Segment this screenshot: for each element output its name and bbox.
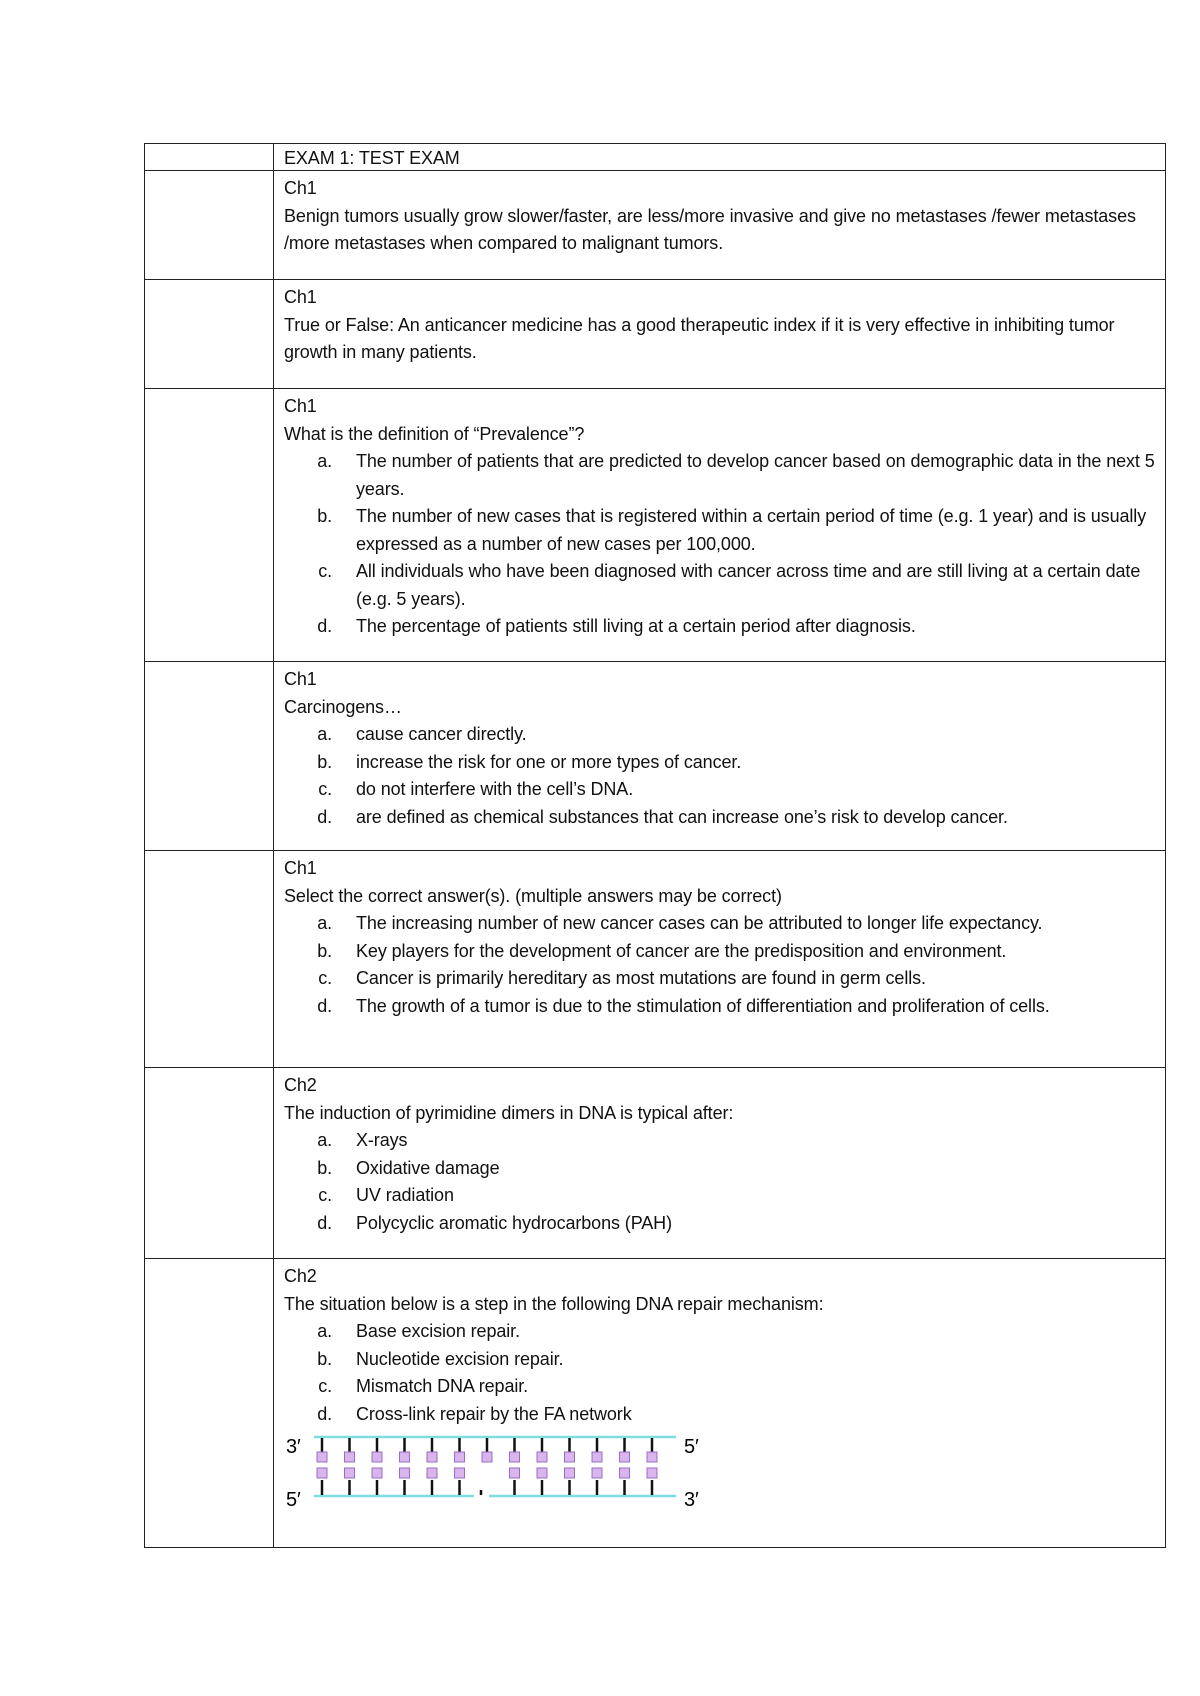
question-number-cell xyxy=(145,851,274,1068)
exam-table xyxy=(144,143,1166,1548)
bottom-base xyxy=(647,1468,657,1478)
option-letter: d. xyxy=(317,1403,332,1424)
option-letter: a. xyxy=(317,724,332,744)
question-6 xyxy=(274,1068,1165,1237)
strand-top-left-label: 3′ xyxy=(286,1436,301,1458)
answer-option xyxy=(284,993,1155,1021)
option-text: Base excision repair. xyxy=(356,1321,520,1341)
header-cell xyxy=(274,144,1166,171)
option-text: do not interfere with the cell’s DNA. xyxy=(356,779,634,799)
answer-options xyxy=(284,1127,1155,1237)
question-number-cell xyxy=(145,1068,274,1259)
bottom-base xyxy=(400,1468,410,1478)
question-text: Benign tumors usually grow slower/faster, are less/more invasive and give no metastases /fewer metastases /more metastases when compared to malignant tumors. xyxy=(284,205,1136,253)
strand-bottom-left-label: 5′ xyxy=(286,1489,301,1511)
answer-option xyxy=(284,776,1155,804)
question-cell xyxy=(274,1259,1166,1548)
bottom-base xyxy=(510,1468,520,1478)
option-letter: d. xyxy=(317,806,332,827)
option-text: The number of new cases that is registered within a certain period of time (e.g. 1 year) and is usually expressed as a number of new cases per 100,000. xyxy=(356,506,1147,554)
question-cell xyxy=(274,1068,1166,1259)
option-letter: c. xyxy=(318,968,332,988)
option-text: All individuals who have been diagnosed with cancer across time and are still living at a certain date (e.g. 5 years). xyxy=(356,561,1141,609)
top-base xyxy=(510,1452,520,1462)
option-letter: a. xyxy=(317,451,332,471)
top-base xyxy=(620,1452,630,1462)
strand-top-right-label: 5′ xyxy=(684,1436,699,1458)
question-number-cell xyxy=(145,1259,274,1548)
question-number-cell xyxy=(145,389,274,662)
option-letter: a. xyxy=(317,1130,332,1150)
option-text: Key players for the development of cancer are the predisposition and environment. xyxy=(356,940,1007,961)
header-left-cell xyxy=(145,144,274,171)
bottom-strand-bases xyxy=(317,1468,657,1495)
top-base xyxy=(427,1452,437,1462)
chapter-label: Ch2 xyxy=(284,1075,317,1095)
option-letter: a. xyxy=(317,913,332,933)
question-row xyxy=(145,171,1166,280)
option-text: UV radiation xyxy=(356,1185,454,1205)
option-letter: d. xyxy=(317,995,332,1016)
answer-option xyxy=(284,1318,1155,1346)
chapter-label: Ch2 xyxy=(284,1266,317,1286)
question-text: Select the correct answer(s). (multiple answers may be correct) xyxy=(284,885,782,906)
answer-option xyxy=(284,910,1155,938)
bottom-base xyxy=(427,1468,437,1478)
question-7 xyxy=(274,1259,1165,1520)
question-row xyxy=(145,851,1166,1068)
bottom-base xyxy=(565,1468,575,1478)
question-4 xyxy=(274,662,1165,831)
answer-options xyxy=(284,910,1155,1020)
question-row xyxy=(145,662,1166,851)
question-cell xyxy=(274,171,1166,280)
option-letter: c. xyxy=(318,1376,332,1396)
answer-option xyxy=(284,613,1155,641)
option-letter: c. xyxy=(318,1185,332,1205)
question-cell xyxy=(274,389,1166,662)
answer-option xyxy=(284,1210,1155,1238)
top-base xyxy=(317,1452,327,1462)
answer-options xyxy=(284,1318,1155,1428)
answer-option xyxy=(284,1127,1155,1155)
top-base xyxy=(482,1452,492,1462)
dna-diagram xyxy=(284,1428,704,1518)
top-base xyxy=(345,1452,355,1462)
option-text: Mismatch DNA repair. xyxy=(356,1376,529,1396)
question-3 xyxy=(274,389,1165,641)
answer-option xyxy=(284,503,1155,558)
option-letter: b. xyxy=(317,751,332,772)
bottom-base xyxy=(620,1468,630,1478)
answer-option xyxy=(284,1155,1155,1183)
option-text: are defined as chemical substances that can increase one’s risk to develop cancer. xyxy=(356,806,1008,827)
answer-option xyxy=(284,1182,1155,1210)
answer-option xyxy=(284,804,1155,832)
question-cell xyxy=(274,280,1166,389)
answer-option xyxy=(284,558,1155,613)
option-text: cause cancer directly. xyxy=(356,724,527,744)
top-base xyxy=(647,1452,657,1462)
bottom-base xyxy=(455,1468,465,1478)
answer-option xyxy=(284,448,1155,503)
question-text: The situation below is a step in the following DNA repair mechanism: xyxy=(284,1293,824,1314)
question-5 xyxy=(274,851,1165,1020)
question-text: Carcinogens… xyxy=(284,696,402,717)
answer-option xyxy=(284,965,1155,993)
question-2 xyxy=(274,280,1165,367)
option-text: Polycyclic aromatic hydrocarbons (PAH) xyxy=(356,1212,672,1233)
option-letter: c. xyxy=(318,779,332,799)
question-text: True or False: An anticancer medicine has a good therapeutic index if it is very effective in inhibiting tumor growth in many patients. xyxy=(284,314,1115,362)
top-base xyxy=(400,1452,410,1462)
question-row xyxy=(145,389,1166,662)
option-text: The growth of a tumor is due to the stimulation of differentiation and proliferation of cells. xyxy=(356,995,1050,1016)
option-letter: d. xyxy=(317,616,332,636)
header-row xyxy=(145,144,1166,171)
top-base xyxy=(537,1452,547,1462)
option-text: Nucleotide excision repair. xyxy=(356,1348,564,1369)
option-letter: b. xyxy=(317,940,332,961)
answer-option xyxy=(284,1401,1155,1429)
option-letter: c. xyxy=(318,561,332,581)
question-number-cell xyxy=(145,280,274,389)
option-letter: a. xyxy=(317,1321,332,1341)
option-text: The percentage of patients still living at a certain period after diagnosis. xyxy=(356,616,916,636)
bottom-base xyxy=(345,1468,355,1478)
top-strand-bases xyxy=(317,1438,657,1462)
option-text: The number of patients that are predicted to develop cancer based on demographic data in the next 5 years. xyxy=(356,451,1155,499)
option-text: increase the risk for one or more types of cancer. xyxy=(356,751,742,772)
question-1 xyxy=(274,171,1165,258)
option-text: The increasing number of new cancer cases can be attributed to longer life expectancy. xyxy=(356,913,1043,933)
answer-option xyxy=(284,1346,1155,1374)
option-letter: b. xyxy=(317,1348,332,1369)
answer-options xyxy=(284,721,1155,831)
option-text: Cross-link repair by the FA network xyxy=(356,1403,632,1424)
top-base xyxy=(455,1452,465,1462)
question-number-cell xyxy=(145,171,274,280)
answer-option xyxy=(284,1373,1155,1401)
question-cell xyxy=(274,662,1166,851)
question-text: The induction of pyrimidine dimers in DNA is typical after: xyxy=(284,1102,734,1123)
top-base xyxy=(592,1452,602,1462)
chapter-label: Ch1 xyxy=(284,669,317,689)
bottom-base xyxy=(372,1468,382,1478)
option-letter: b. xyxy=(317,506,332,526)
bottom-base xyxy=(317,1468,327,1478)
question-cell xyxy=(274,851,1166,1068)
question-number-cell xyxy=(145,662,274,851)
bottom-base xyxy=(592,1468,602,1478)
option-text: X-rays xyxy=(356,1130,408,1150)
top-base xyxy=(565,1452,575,1462)
answer-option xyxy=(284,749,1155,777)
question-row xyxy=(145,1259,1166,1548)
option-letter: b. xyxy=(317,1157,332,1178)
chapter-label: Ch1 xyxy=(284,178,317,198)
option-text: Oxidative damage xyxy=(356,1157,500,1178)
bottom-base xyxy=(537,1468,547,1478)
option-letter: d. xyxy=(317,1212,332,1233)
question-row xyxy=(145,280,1166,389)
question-row xyxy=(145,1068,1166,1259)
option-text: Cancer is primarily hereditary as most mutations are found in germ cells. xyxy=(356,968,926,988)
top-base xyxy=(372,1452,382,1462)
dna-figure xyxy=(284,1428,1155,1520)
answer-option xyxy=(284,721,1155,749)
strand-bottom-right-label: 3′ xyxy=(684,1489,699,1511)
question-text: What is the definition of “Prevalence”? xyxy=(284,423,585,444)
answer-options xyxy=(284,448,1155,641)
chapter-label: Ch1 xyxy=(284,287,317,307)
chapter-label: Ch1 xyxy=(284,858,317,878)
exam-title: EXAM 1: TEST EXAM xyxy=(284,148,460,168)
chapter-label: Ch1 xyxy=(284,396,317,416)
answer-option xyxy=(284,938,1155,966)
